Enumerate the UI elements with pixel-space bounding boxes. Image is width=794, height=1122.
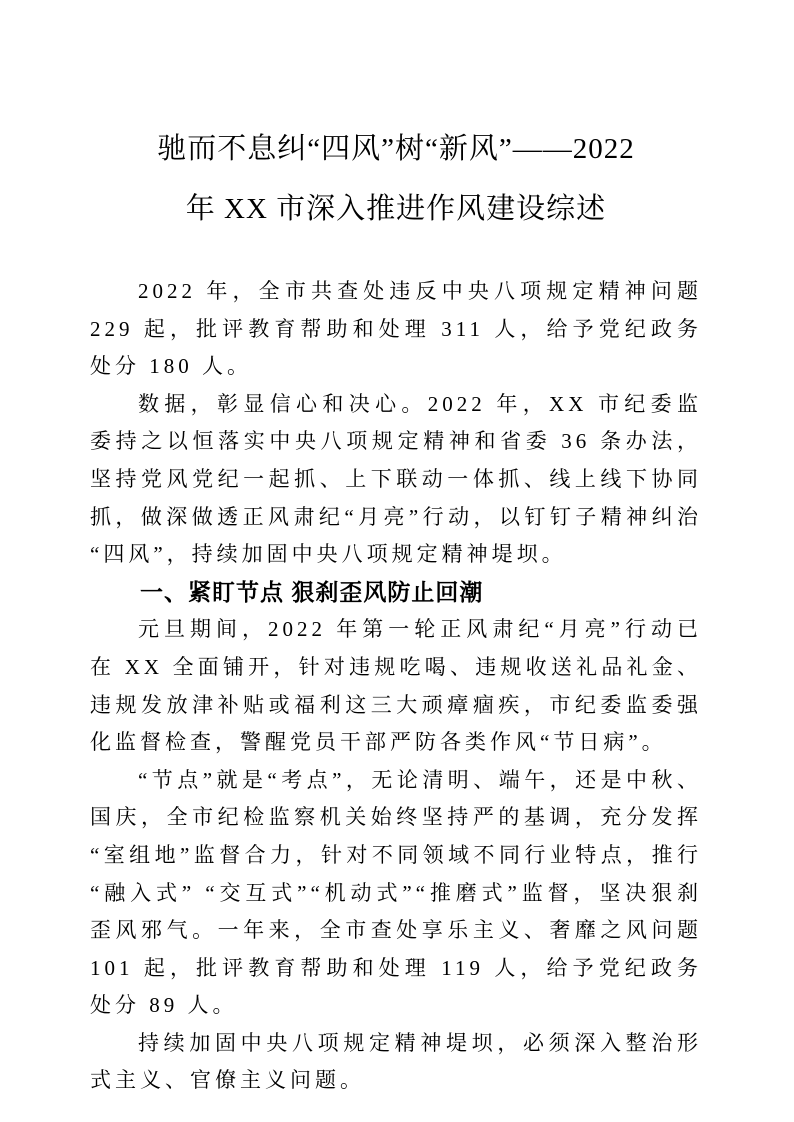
section-heading-1: 一、紧盯节点 狠刹歪风防止回潮: [140, 578, 484, 605]
paragraph-new-year-campaign: 元旦期间，2022 年第一轮正风肃纪“月亮”行动已在 XX 全面铺开，针对违规吃喝、违规收送礼品礼金、违规发放津补贴或福利这三大顽瘴痼疾，市纪委监委强化监督检查，警醒党员干部严防各类作风“节日病”。: [90, 617, 702, 755]
document-content: [90, 119, 702, 1100]
document-title-line-1: 驰而不息纠“四风”树“新风”——2022: [157, 133, 635, 165]
document-title: [90, 119, 702, 239]
document-title-line-2: 年 XX 市深入推进作风建设综述: [185, 193, 607, 225]
paragraph-holiday-supervision: “节点”就是“考点”，无论清明、端午，还是中秋、国庆，全市纪检监察机关始终坚持严的基调，充分发挥“室组地”监督合力，针对不同领域不同行业特点，推行“融入式” “交互式”“机动式”“推磨式”监督，坚决狠刹歪风邪气。一年来，全市查处享乐主义、奢靡之风问题 101 起，批评教育帮助和处理 119 人，给予党纪政务处分 89 人。: [90, 767, 702, 1018]
paragraph-formalism-bureaucracy: 持续加固中央八项规定精神堤坝，必须深入整治形式主义、官僚主义问题。: [90, 1030, 702, 1093]
paragraph-overview-stats: 2022 年，全市共查处违反中央八项规定精神问题229 起，批评教育帮助和处理 311 人，给予党纪政务处分 180 人。: [90, 279, 702, 379]
paragraph-data-determination: 数据，彰显信心和决心。2022 年，XX 市纪委监委持之以恒落实中央八项规定精神和省委 36 条办法，坚持党风党纪一起抓、上下联动一体抓、线上线下协同抓，做深做透正风肃纪“月亮”行动，以钉钉子精神纠治“四风”，持续加固中央八项规定精神堤坝。: [90, 391, 702, 567]
